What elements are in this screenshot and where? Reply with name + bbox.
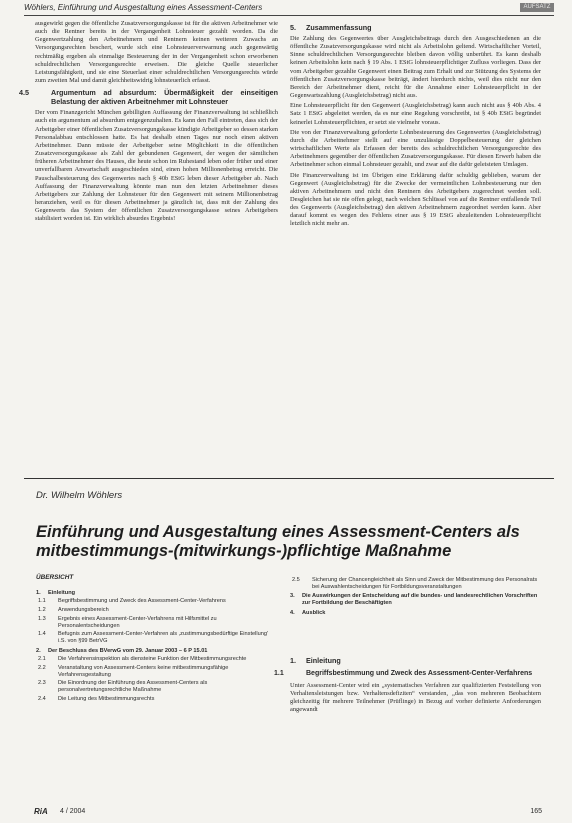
toc-item-title: Anwendungsbereich: [58, 607, 109, 614]
running-header: [24, 2, 554, 16]
toc-item-title: Die Leitung des Mitbestimmungsrechts: [58, 695, 155, 702]
toc-item: [36, 631, 274, 644]
toc-item-number: 2.: [36, 647, 41, 654]
left-column: [19, 20, 278, 225]
toc-item: [36, 616, 274, 629]
page-number: 165: [530, 808, 542, 815]
article-author: Dr. Wilhelm Wöhlers: [36, 490, 123, 501]
article-body-text: Unter Assessment-Center wird ein „systematisches Verfahren zur qualifizierten Feststellung von Verhaltensleistungen bzw. Verhaltensdefiziten“ verstanden, „das von mehreren Beobachtern gleichzeitig für mehrere Teilnehmer (Prüflinge) in Bezug auf vorher definierte Anforderungen angewandt: [290, 682, 541, 714]
article-title: Einführung und Ausgestaltung eines Assessment-Centers als mitbestimmungs-(mitwirkungs-)pflichtige Maßnahme: [36, 523, 520, 560]
toc-item-title: Ausblick: [302, 609, 326, 616]
toc-item-title: Einleitung: [48, 589, 76, 596]
toc-item-number: 2.3: [38, 680, 46, 687]
section-title: Begriffsbestimmung und Zweck des Assessment-Center-Verfahrens: [306, 670, 533, 677]
toc-item-number: 2.2: [38, 665, 46, 672]
toc-item-title: Die Verfahrensinspektion als diensteine Funktion der Mitbestimmungsrechte: [58, 656, 247, 663]
toc-item-number: 1.2: [38, 607, 46, 614]
toc-item: [290, 577, 541, 590]
toc-left-list: [36, 590, 274, 703]
page-footer: [34, 807, 542, 819]
article-divider: [24, 478, 554, 479]
toc-right-list: [290, 577, 541, 617]
toc-item-title: Befugnis zum Assessment-Center-Verfahren als ,zustimmungsbedürftige Einstellung' i.S. von §99 BetrVG: [58, 631, 269, 644]
toc-item: [36, 665, 274, 678]
right-column: [290, 20, 541, 231]
toc-item-number: 1.: [36, 589, 41, 596]
toc-item: [36, 607, 274, 614]
running-title: Wöhlers, Einführung und Ausgestaltung eines Assessment-Centers: [24, 3, 263, 12]
toc-item-number: 2.1: [38, 656, 46, 663]
section-badge: AUFSATZ: [520, 3, 554, 12]
toc-item: [290, 610, 541, 617]
section-heading-1-1: [274, 669, 541, 678]
section-title: Argumentum ad absurdum: Übermäßigkeit der einseitigen Belastung der aktiven Arbeitnehmer mit Lohnsteuer: [51, 88, 278, 107]
toc-item-title: Die Auswirkungen der Entscheidung auf die bundes- und landesrechtlichen Vorschriften zur Fortbildung der Beschäftigten: [302, 593, 538, 607]
toc-item-title: Veranstaltung von Assessment-Centers keine mitbestimmungsfähige Verfahrensgestaltung: [58, 665, 229, 678]
toc-item: [36, 696, 274, 703]
section-number: 1.1: [274, 670, 284, 677]
toc-item-number: 2.5: [292, 577, 300, 583]
toc-item: [36, 598, 274, 605]
header-rule: [24, 15, 554, 16]
right-para-4: Die Finanzverwaltung ist im Übrigen eine Erklärung dafür schuldig geblieben, warum der Gegenwert (Ausgleichsbetrag) für die Zwecke der vermeintlichen Lohnbesteuerung nur den aktiven Arbeitnehmern und nicht den Rentnern des Arbeitgebers zugerechnet werden soll. Desgleichen hat sie nie offen gelegt, nach welchen Schlüssel von auf die Rentner entfallende Teil des Gegenwerts (Ausgleichsbetrag) den aktiven Arbeitnehmern zugeordnet werden kann. Aber darauf kommt es wegen des Fehlens einer aus § 19 EStG abzuleitenden Lohnsteuerpflicht letztlich nicht mehr an.: [290, 171, 541, 228]
issue-number: 4 / 2004: [60, 808, 86, 815]
toc-item-title: Sicherung der Chancengleichheit als Sinn und Zweck der Mitbestimmung des Personalrats bei Auswahlentscheidungen für Fortbildungsveranstaltungen: [312, 577, 538, 590]
toc-item: [36, 648, 274, 655]
left-para-top: ausgewirkt gegen die öffentliche Zusatzversorgungskasse ist für die aktiven Arbeitnehmer wie auch die Rentner bereits in der Vergangenheit Lohnsteuer gezahlt worden. Da die Gegenwertzahlung den Arbeitnehmern und Rentnern keinen weiteren Zuwachs an Versorgungsrechten beschert, wurde sich eine Lohnsteuerverwarnung auch gegenwärtig rechtmäßig ergeben als einmalige Besteuerung der in der Vergangenheit schon erworbenen schuldrechtlichen Versorgungsrechte erweisen. Die gleiche Quelle steuerlicher Leistungsfähigkeit, und sie eine Steuerlast einer schuldrechtlichen Versorgungsrechts würde zum zweiten Mal und damit gleichheitswidrig lohnsteuerlich erfasst.: [35, 20, 278, 85]
toc-item-number: 1.1: [38, 598, 46, 605]
toc-item: [36, 656, 274, 663]
right-para-2: Eine Lohnsteuerpflicht für den Gegenwert (Ausgleichsbetrag) kann auch nicht aus § 40b Abs. 4 Satz 1 EStG abgeleitet werden, da es nur eine Regelung vorschreibt, ist § 40b EStG begründet keinerlei Lohnsteuerpflichten, er setzt sie vielmehr voraus.: [290, 102, 541, 126]
toc-item: [36, 590, 274, 597]
article-body: [274, 656, 541, 714]
left-para-main: Der vom Finanzgericht München gebilligten Auffassung der Finanzverwaltung ist schließlich auch ein argumentum ad absurdum entgegenzuhalten. Es kann den Fall eintreten, dass sich der Arbeitgeber einer öffentlichen Zusatzversorgungskasse kündigte Arbeitgeber so dessen starken Personalabbau entschlossen hatte. Es hat deshalb einen Tages nur noch einen aktiven Arbeitnehmer. Dann müsste der Arbeitgeber seine Möglichkeit in die öffentlichen Zusatzversorgungskasse als Zahl der gebundenen Gegenwert, der wegen der sämtlichen früheren Arbeitnehmer des Hauses, die heute schon im Ruhestand leben oder früher und einer unverfallbaren Anwartschaft ausgeschieden sind, einen hohen Millionenbetrag erreicht. Die Pauschalbesteuerung des Gegenwertes nach § 40b EStG leben dieser Arbeitgeber ab. Nach Auffassung der Finanzverwaltung könnte man nun den letzten Arbeitnehmer dieses Arbeitgebers zur Zahlung der Lohnsteuer für den Gegenwert mit seinem Millionenbetrag heranziehen, weil es für diesen Arbeitnehmer ja gänzlich ist, dass mit der Zahlung des Gegenwerts das System der öffentlichen Zusatzversorgungskasse seines Arbeitgebers stabilisiert worden ist. Ein wirklich absurdes Ergebnis!: [35, 109, 278, 223]
right-para-1: Die Zahlung des Gegenwertes über Ausgleichsbeitrags durch den Ausgeschiedenen an die öffentliche Zusatzversorgungskasse wird nicht als Arbeitslohn geltend. Wirtschaftlicher Vorteil, Sinne schuldrechtlichen Versorgungsrechte bleiben davon völlig unberührt. Es kann deshalb keinen Arbeitslohn kein nach § 19 Abs. 1 EStG lohnsteuerpflichtiger Zufluss vorliegen. Dass der vom Arbeitgeber gezahlte Gegenwert einen Beitrag zum Erhalt und zur Stützung des Systems der öffentlichen Zusatzversorgungskasse beiträgt, ändert hierdurch nichts, weil dies nicht nur den Bereich der Arbeitnehmer dient, reicht für die Annahme einer Lohnsteuerpflicht in der Gegenwartszahlung (Ausgleichsbetrag) nicht aus.: [290, 35, 541, 100]
toc-item-title: Die Einordnung der Einführung des Assessment-Centers als personalvertretungsrechtliche Maßnahme: [58, 680, 208, 694]
toc-item-number: 1.3: [38, 615, 46, 622]
section-number: 1.: [290, 656, 296, 665]
toc-item-title: Begriffsbestimmung und Zweck des Assessment-Center-Verfahrens: [58, 598, 226, 605]
toc-right-column: [290, 577, 541, 619]
toc-item-number: 4.: [290, 609, 295, 616]
right-para-3: Die von der Finanzverwaltung geforderte Lohnbesteuerung des Gegenwertes (Ausgleichsbetrag) durch die Arbeitnehmer stellt auf eine unzulässige Doppelbesteuerung der gleichen wirtschaftlichen Werte als Erfassen der bereits des schuldrechtlichen Versorgungsrechte des Arbeitnehmers gegenüber der öffentlichen Zusatzversorgungskasse. Für diesen Erwerb haben die Arbeitnehmer schon einmal Lohnsteuer gezahlt, und zwar auf die dafür geleisteten Umlagen.: [290, 128, 541, 169]
journal-logo: RiA: [34, 807, 48, 816]
section-title: Einleitung: [306, 656, 341, 665]
section-heading-5: [290, 23, 541, 32]
toc-item-number: 2.4: [38, 695, 46, 702]
section-number: 4.5: [19, 88, 29, 98]
toc-item-number: 3.: [290, 593, 295, 600]
toc-item-title: Der Beschluss des BVerwG vom 29. Januar 2003 – 6 P 15.01: [48, 647, 208, 654]
section-title: Zusammenfassung: [306, 23, 372, 32]
toc-item: [290, 593, 541, 606]
section-number: 5.: [290, 23, 296, 32]
toc-item-number: 1.4: [38, 631, 46, 638]
section-heading-4-5: [19, 88, 278, 107]
section-heading-1: [290, 656, 541, 665]
toc-item: [36, 680, 274, 693]
toc-item-title: Ergebnis eines Assessment-Center-Verfahrens mit Hilfsmittel zu Personalentscheidungen: [58, 615, 217, 629]
toc-left-column: [36, 575, 274, 705]
toc-heading: ÜBERSICHT: [36, 574, 74, 581]
